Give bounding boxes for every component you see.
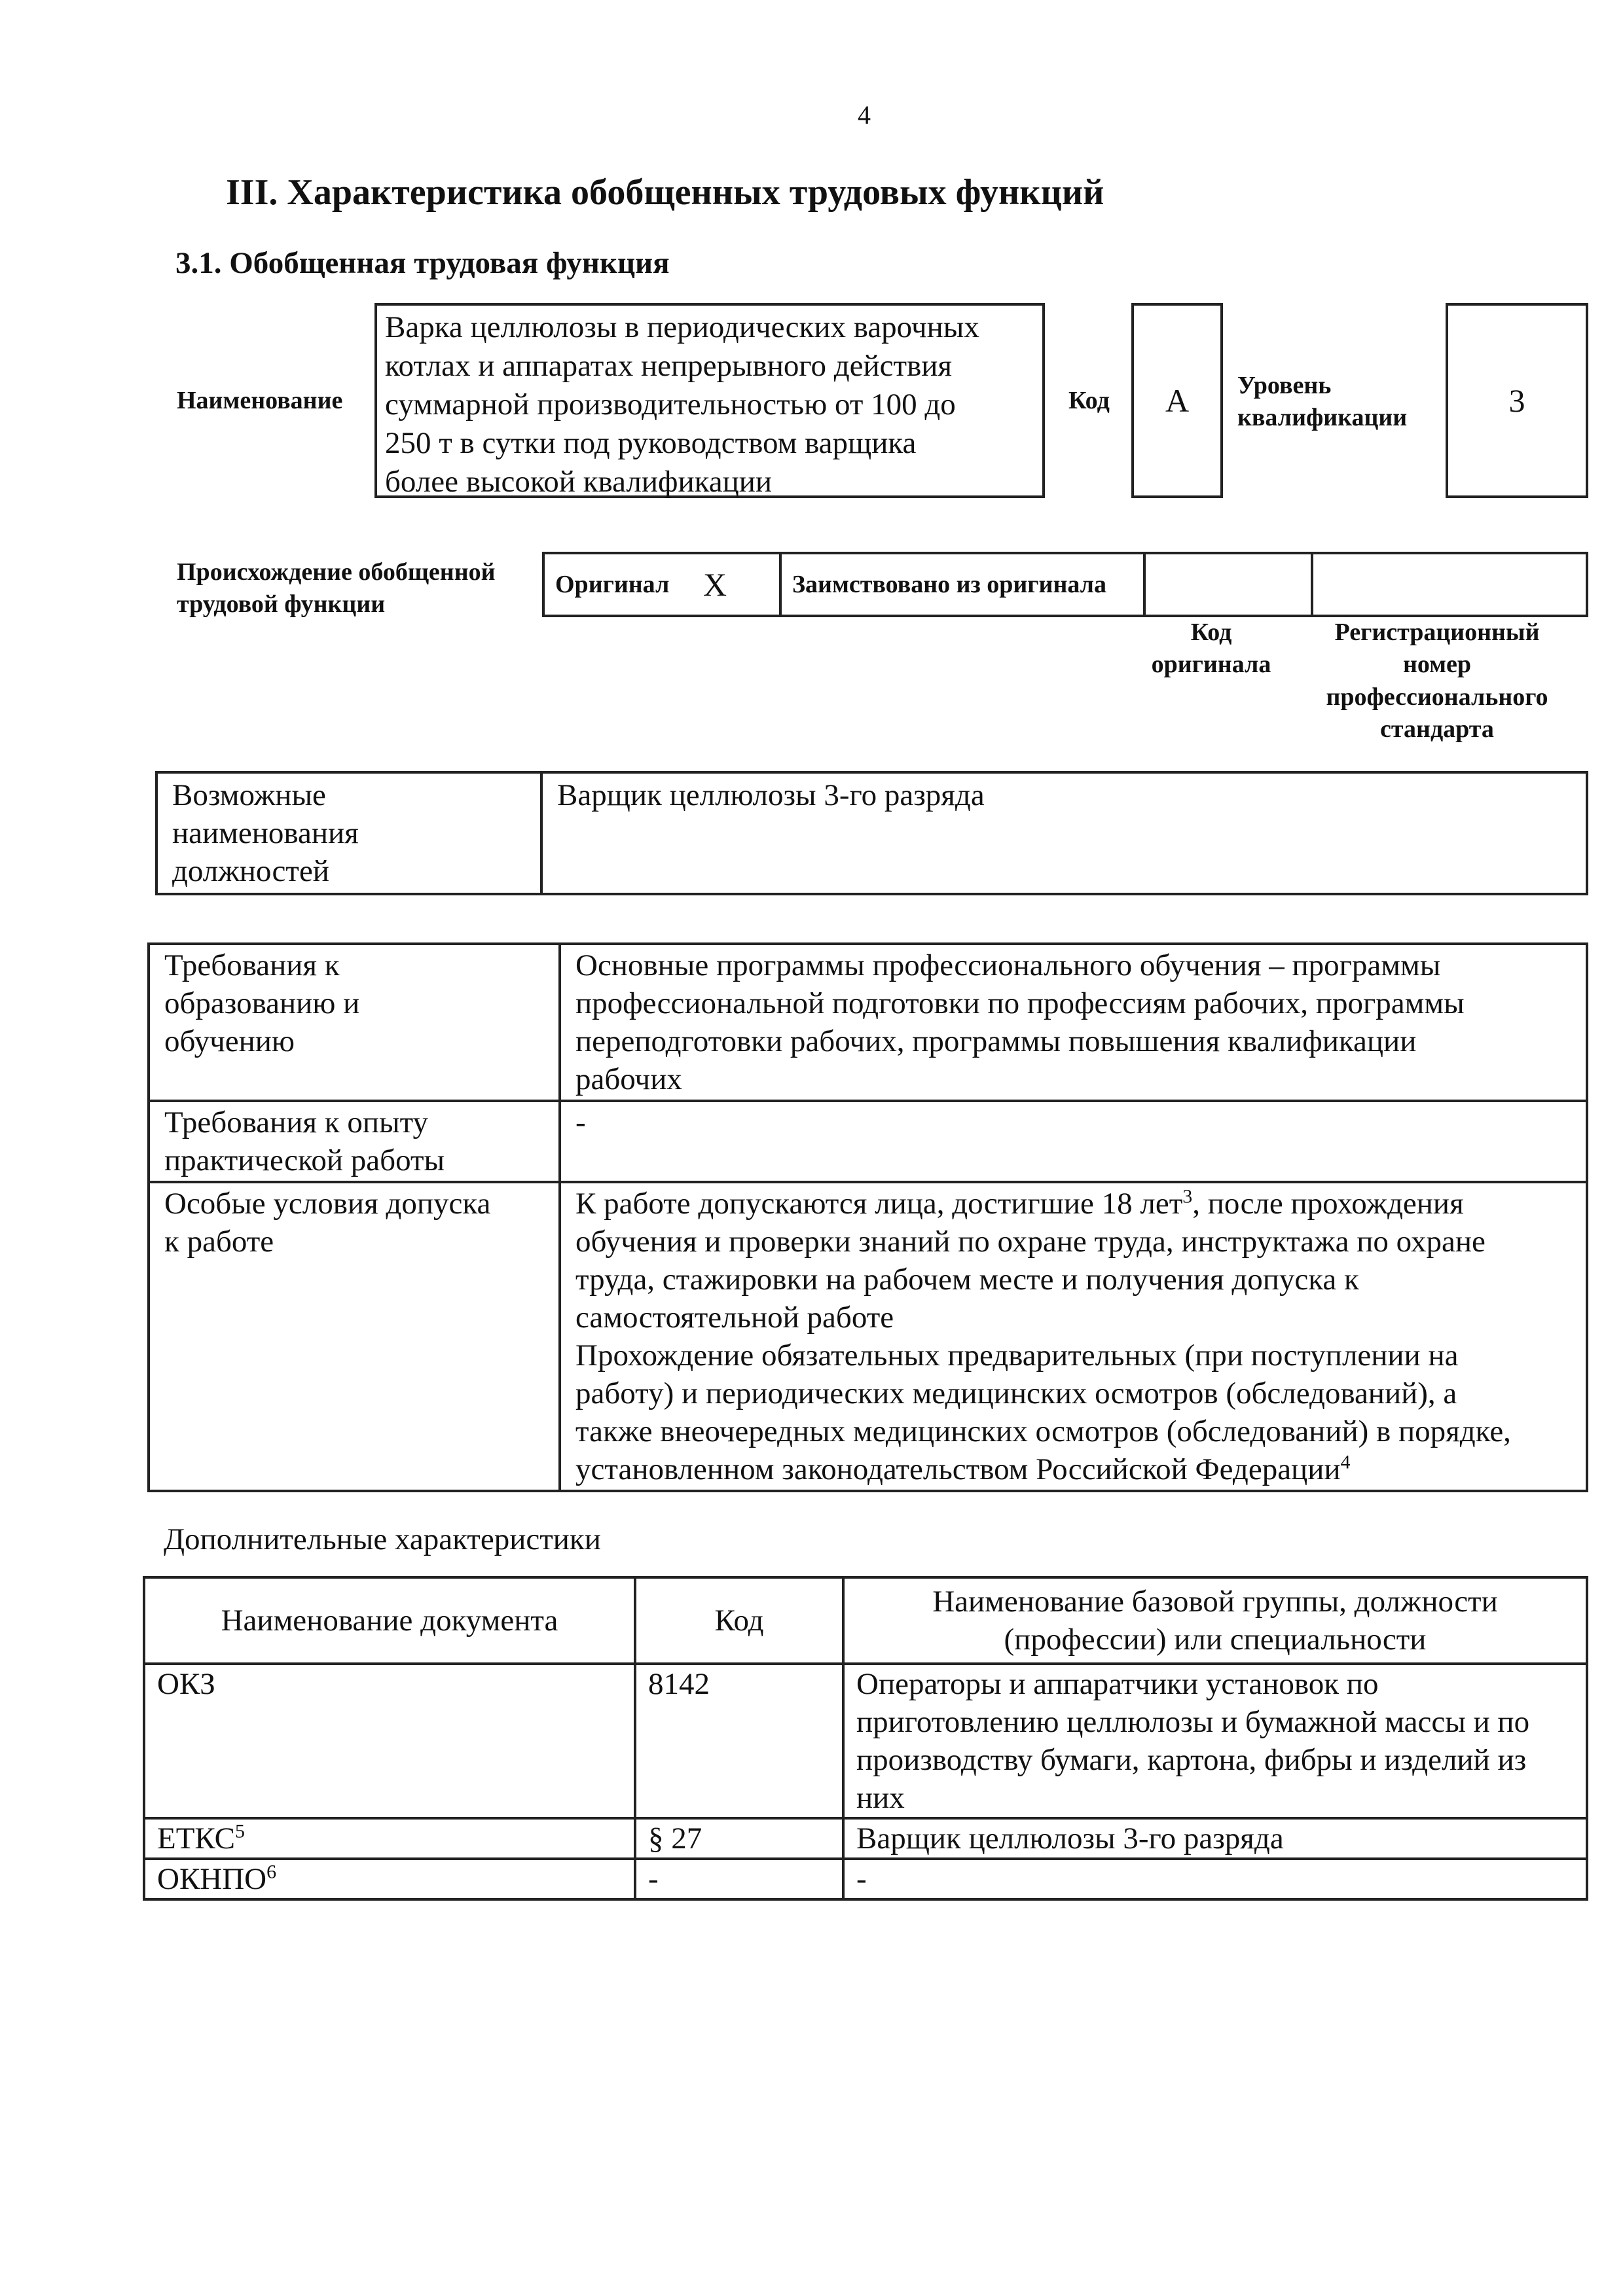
- level-label: [1237, 370, 1407, 435]
- origin-table: [542, 552, 1588, 617]
- borrowed-label: Заимствовано из оригинала: [780, 553, 1144, 616]
- positions-label: [156, 772, 541, 894]
- label-line: Особые условия допуска: [164, 1187, 491, 1221]
- positions-value: Варщик целлюлозы 3-го разряда: [541, 772, 1587, 894]
- label-line: к работе: [164, 1225, 274, 1259]
- doc-name: ОКЗ: [157, 1667, 215, 1701]
- function-name-line: более высокой квалификации: [385, 465, 773, 499]
- label-line: практической работы: [164, 1143, 445, 1177]
- caption-line: Код: [1190, 619, 1232, 646]
- value-line: [575, 1185, 1571, 1223]
- function-name-line: котлах и аппаратах непрерывного действия: [385, 349, 953, 383]
- level-value: 3: [1508, 382, 1525, 419]
- label-line: Возможные: [172, 778, 326, 812]
- admission-text: , после прохождения: [1192, 1187, 1464, 1221]
- registration-number-cell: [1312, 553, 1587, 616]
- origin-label-line: Происхождение обобщенной: [177, 558, 496, 586]
- experience-row: [149, 1101, 1587, 1182]
- code-cell: 8142: [635, 1664, 843, 1818]
- code-value-box: [1131, 303, 1223, 498]
- requirements-table: [147, 942, 1588, 1492]
- origin-label: [177, 556, 496, 621]
- label-line: должностей: [172, 854, 329, 888]
- value-line: труда, стажировки на рабочем месте и получения допуска к: [575, 1263, 1359, 1297]
- original-code-caption: [1133, 617, 1290, 681]
- value-line: Прохождение обязательных предварительных (при поступлении на: [575, 1338, 1459, 1372]
- value-line: [575, 1450, 1571, 1488]
- col-header-document: Наименование документа: [144, 1577, 635, 1664]
- code-cell: -: [635, 1859, 843, 1899]
- desc-line: них: [856, 1781, 905, 1815]
- doc-cell: [144, 1859, 635, 1899]
- doc-cell: [144, 1664, 635, 1818]
- desc-line: производству бумаги, картона, фибры и изделий из: [856, 1743, 1527, 1777]
- header-row: [144, 1577, 1587, 1664]
- table-row: [144, 1818, 1587, 1859]
- col-header-code: Код: [635, 1577, 843, 1664]
- code-value: А: [1165, 382, 1190, 419]
- desc-line: приготовлению целлюлозы и бумажной массы и по: [856, 1705, 1530, 1739]
- value-line: переподготовки рабочих, программы повышения квалификации: [575, 1024, 1417, 1058]
- registration-number-caption: [1293, 617, 1581, 746]
- value-line: рабочих: [575, 1062, 682, 1096]
- function-name-line: суммарной производительностью от 100 до: [385, 387, 956, 422]
- value-line: профессиональной подготовки по профессиям рабочих, программы: [575, 986, 1465, 1020]
- level-label-line: квалификации: [1237, 404, 1408, 432]
- value-line: работу) и периодических медицинских осмотров (обследований), а: [575, 1376, 1457, 1410]
- additional-table: [143, 1576, 1588, 1901]
- label-line: Требования к: [164, 948, 340, 982]
- doc-name: ОКНПО: [157, 1862, 267, 1896]
- admission-row: [149, 1182, 1587, 1491]
- doc-name: ЕТКС: [157, 1821, 235, 1856]
- value-line: также внеочередных медицинских осмотров (обследований) в порядке,: [575, 1414, 1511, 1448]
- caption-line: стандарта: [1380, 715, 1494, 744]
- col-header-group: [843, 1577, 1587, 1664]
- desc-line: Операторы и аппаратчики установок по: [856, 1667, 1379, 1701]
- experience-label: [149, 1101, 560, 1182]
- value-line: обучения и проверки знаний по охране труда, инструктажа по охране: [575, 1225, 1486, 1259]
- doc-cell: [144, 1818, 635, 1859]
- function-name-box: [374, 303, 1045, 498]
- name-label: Наименование: [177, 387, 343, 414]
- label-line: образованию и: [164, 986, 360, 1020]
- additional-title: Дополнительные характеристики: [164, 1522, 601, 1556]
- function-name-line: Варка целлюлозы в периодических варочных: [385, 310, 979, 344]
- original-code-cell: [1144, 553, 1312, 616]
- label-line: обучению: [164, 1024, 295, 1058]
- value-line: самостоятельной работе: [575, 1300, 894, 1335]
- caption-line: Регистрационный: [1334, 619, 1540, 646]
- section-title: III. Характеристика обобщенных трудовых функций: [226, 172, 1104, 213]
- caption-line: оригинала: [1151, 651, 1271, 679]
- code-label: Код: [1068, 387, 1110, 414]
- code-cell: § 27: [635, 1818, 843, 1859]
- positions-table: [155, 771, 1588, 895]
- header-line: Наименование базовой группы, должности: [932, 1585, 1498, 1619]
- education-row: [149, 944, 1587, 1101]
- page-number: 4: [858, 100, 871, 130]
- label-line: наименования: [172, 816, 359, 850]
- subsection-title: 3.1. Обобщенная трудовая функция: [175, 246, 670, 280]
- education-label: [149, 944, 560, 1101]
- level-value-box: [1446, 303, 1588, 498]
- footnote-ref: 3: [1182, 1185, 1193, 1208]
- table-row: [144, 1664, 1587, 1818]
- level-label-line: Уровень: [1237, 372, 1332, 399]
- education-value: [560, 944, 1587, 1101]
- origin-label-line: трудовой функции: [177, 590, 386, 619]
- footnote-ref: 5: [234, 1820, 245, 1842]
- desc-cell: -: [843, 1859, 1587, 1899]
- footnote-ref: 6: [266, 1861, 277, 1883]
- table-row: [144, 1859, 1587, 1899]
- original-mark: X: [693, 553, 780, 616]
- admission-text: К работе допускаются лица, достигшие 18 лет: [575, 1187, 1183, 1221]
- value-line: Основные программы профессионального обучения – программы: [575, 948, 1441, 982]
- desc-cell: Варщик целлюлозы 3-го разряда: [843, 1818, 1587, 1859]
- function-name-line: 250 т в сутки под руководством варщика: [385, 426, 917, 460]
- admission-value: [560, 1182, 1587, 1491]
- experience-value: -: [560, 1101, 1587, 1182]
- caption-line: номер: [1402, 651, 1472, 679]
- admission-text: установленном законодательством Российской Федерации: [575, 1452, 1341, 1486]
- header-line: (профессии) или специальности: [1004, 1623, 1427, 1657]
- admission-label: [149, 1182, 560, 1491]
- label-line: Требования к опыту: [164, 1105, 429, 1139]
- caption-line: профессионального: [1326, 683, 1548, 711]
- footnote-ref: 4: [1340, 1451, 1351, 1473]
- desc-cell: [843, 1664, 1587, 1818]
- original-label: Оригинал: [543, 553, 693, 616]
